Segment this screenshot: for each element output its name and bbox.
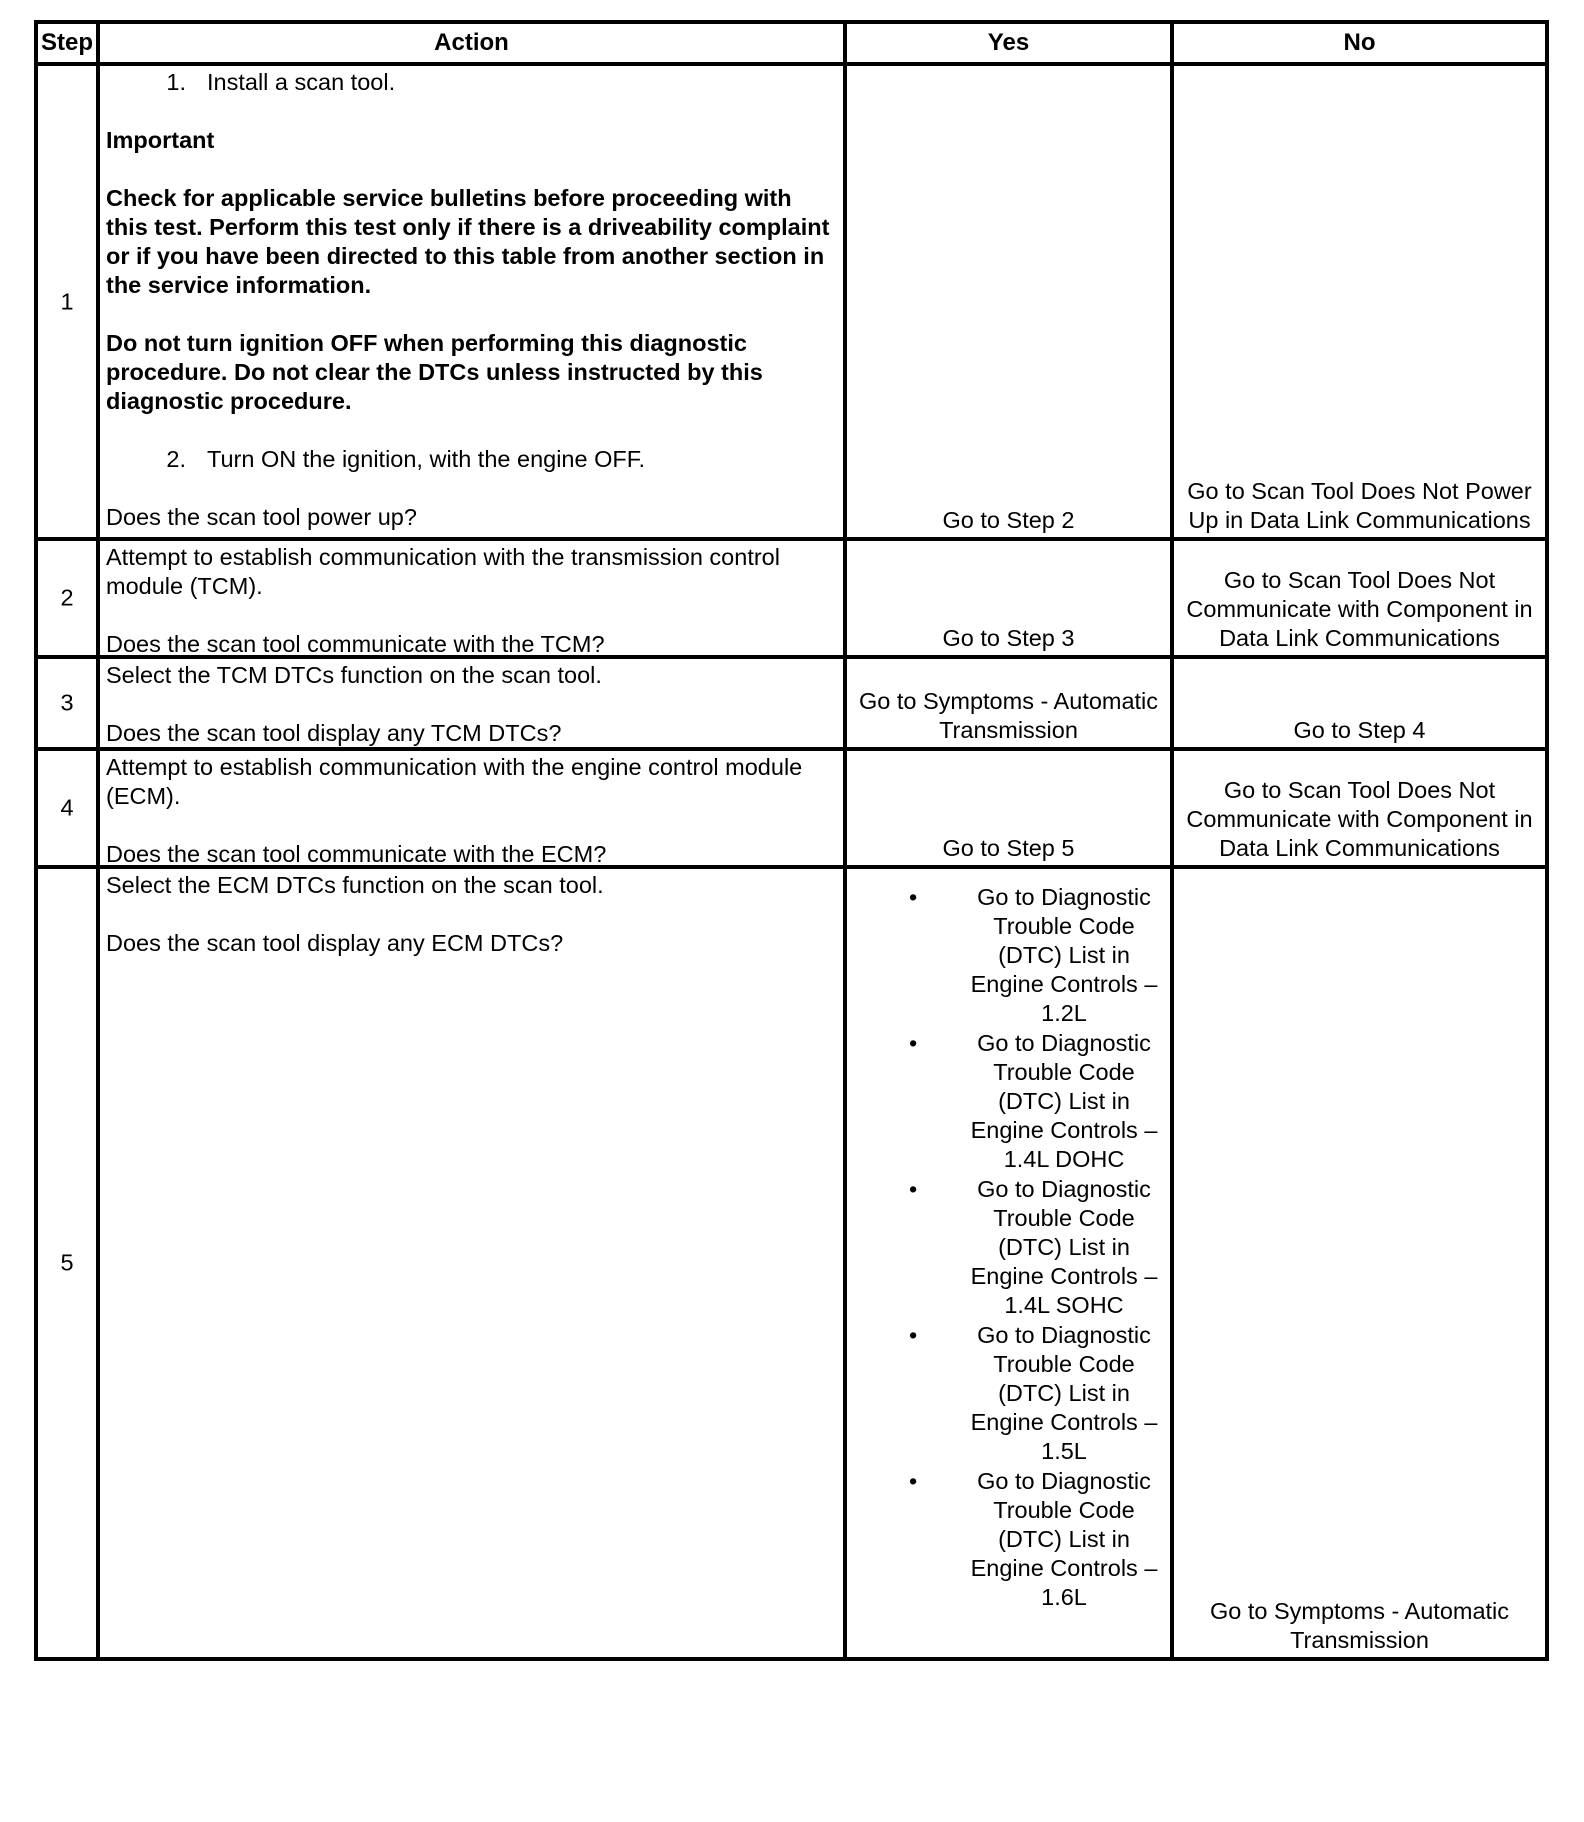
step-number: 5: [60, 1249, 74, 1276]
list-item[interactable]: [909, 883, 1169, 1028]
question-text: Does the scan tool display any TCM DTCs?: [106, 720, 562, 746]
step-number: 3: [60, 689, 74, 716]
yes-link-list: [847, 869, 1170, 1612]
yes-cell: [847, 751, 1174, 865]
no-link[interactable]: Go to Symptoms - Automatic Transmission: [1209, 1598, 1510, 1653]
step-number: 1: [60, 288, 74, 314]
table-row: [34, 659, 1549, 751]
yes-link[interactable]: Go to Diagnostic Trouble Code (DTC) List in Engine Controls – 1.5L: [970, 1322, 1158, 1464]
table-row: [34, 66, 1549, 541]
list-item[interactable]: [909, 1467, 1169, 1612]
list-item[interactable]: [909, 1321, 1169, 1466]
important-note-2: Do not turn ignition OFF when performing this diagnostic procedure. Do not clear the DTCs unless instructed by this diagnostic procedure.: [106, 330, 763, 414]
step-cell: [38, 869, 100, 1657]
bullet-icon: •: [909, 1468, 918, 1494]
bullet-icon: •: [909, 1322, 918, 1348]
yes-link[interactable]: Go to Diagnostic Trouble Code (DTC) List in Engine Controls – 1.2L: [970, 884, 1158, 1026]
action-text: Select the ECM DTCs function on the scan tool.: [106, 872, 604, 898]
action-cell: [100, 541, 847, 655]
table-row: [34, 751, 1549, 869]
step-cell: [38, 66, 100, 537]
item-number: 1.: [166, 69, 186, 95]
yes-cell: [847, 66, 1174, 537]
question-text: Does the scan tool communicate with the ECM?: [106, 841, 607, 867]
no-link[interactable]: Go to Step 4: [1293, 717, 1426, 743]
step-cell: [38, 751, 100, 865]
list-item[interactable]: [909, 1029, 1169, 1174]
important-note-1: Check for applicable service bulletins before proceeding with this test. Perform this test only if there is a driveability complaint or if you have been directed to this table from another section in the service information.: [106, 185, 830, 298]
question-text: Does the scan tool power up?: [106, 504, 417, 530]
yes-cell: [847, 541, 1174, 655]
list-item: [106, 445, 835, 474]
bullet-icon: •: [909, 884, 918, 910]
yes-link[interactable]: Go to Step 5: [942, 835, 1075, 861]
no-cell: [1174, 66, 1545, 537]
yes-link[interactable]: Go to Step 3: [942, 625, 1075, 651]
item-text: Turn ON the ignition, with the engine OFF.: [207, 446, 646, 472]
action-cell: [100, 869, 847, 1657]
step-cell: [38, 659, 100, 747]
diagnostic-table: [34, 20, 1549, 1661]
no-cell: [1174, 659, 1545, 747]
yes-cell: [847, 869, 1174, 1657]
no-cell: [1174, 869, 1545, 1657]
yes-link[interactable]: Go to Symptoms - Automatic Transmission: [858, 688, 1159, 743]
step-cell: [38, 541, 100, 655]
header-step: Step: [38, 24, 100, 62]
important-title: Important: [106, 127, 215, 153]
question-text: Does the scan tool display any ECM DTCs?: [106, 930, 564, 956]
action-text: Attempt to establish communication with the engine control module (ECM).: [106, 754, 803, 809]
table-row: [34, 869, 1549, 1661]
header-no: No: [1343, 29, 1376, 56]
header-row: [34, 20, 1549, 66]
header-action: Action: [100, 24, 847, 62]
list-item[interactable]: [909, 1175, 1169, 1320]
bullet-icon: •: [909, 1176, 918, 1202]
no-link[interactable]: Go to Scan Tool Does Not Power Up in Data Link Communications: [1187, 478, 1532, 533]
step-number: 2: [60, 584, 74, 611]
action-text: Attempt to establish communication with the transmission control module (TCM).: [106, 544, 780, 599]
action-cell: [100, 659, 847, 747]
list-item: [106, 68, 835, 97]
header-yes: Yes: [847, 24, 1174, 62]
action-cell: [100, 66, 847, 537]
question-text: Does the scan tool communicate with the TCM?: [106, 631, 605, 657]
yes-link[interactable]: Go to Diagnostic Trouble Code (DTC) List in Engine Controls – 1.6L: [970, 1468, 1158, 1610]
no-cell: [1174, 751, 1545, 865]
no-link[interactable]: Go to Scan Tool Does Not Communicate with Component in Data Link Communications: [1186, 777, 1533, 861]
table-row: [34, 541, 1549, 659]
no-link[interactable]: Go to Scan Tool Does Not Communicate with Component in Data Link Communications: [1186, 567, 1533, 651]
no-cell: [1174, 541, 1545, 655]
bullet-icon: •: [909, 1030, 918, 1056]
step-number: 4: [60, 794, 74, 821]
item-number: 2.: [166, 446, 186, 472]
action-cell: [100, 751, 847, 865]
action-text: Select the TCM DTCs function on the scan tool.: [106, 662, 602, 688]
yes-link[interactable]: Go to Diagnostic Trouble Code (DTC) List in Engine Controls – 1.4L SOHC: [970, 1176, 1158, 1318]
yes-cell: [847, 659, 1174, 747]
yes-link[interactable]: Go to Step 2: [942, 507, 1075, 533]
yes-link[interactable]: Go to Diagnostic Trouble Code (DTC) List in Engine Controls – 1.4L DOHC: [970, 1030, 1158, 1172]
item-text: Install a scan tool.: [207, 69, 396, 95]
